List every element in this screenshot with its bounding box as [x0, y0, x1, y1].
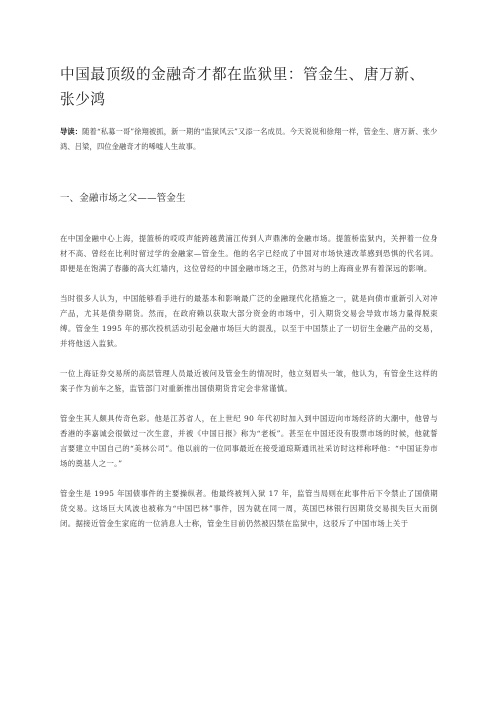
paragraph: 在中国金融中心上海，提篮桥的哎哎声能跨越黄浦江传到人声鼎沸的金融市场。提篮桥监狱内，关押着一位身材不高、曾经在比利时留过学的金融家—管金生。他的名字已经成了中国对市场快速改革感到恐惧的代名词。即便是在饱满了春藤的高大红墙内，这位曾经的中国金融市场之王，仍然对与的上海商业界有着深远的影响。 — [60, 234, 438, 273]
section-heading: 一、金融市场之父——管金生 — [60, 193, 186, 204]
article-title: 中国最顶级的金融奇才都在监狱里：管金生、唐万新、张少鸿 — [60, 66, 425, 108]
lead-text: 随着“私募一哥”徐翔被抓，新一期的“监狱风云”又添一名成员。今天说说和徐翔一样，管金生、唐万新、张少鸿、吕梁，四位金融奇才的唏嘘人生故事。 — [60, 127, 438, 151]
article — [60, 62, 438, 546]
paragraph: 一位上海证券交易所的高层管理人员最近被问及管金生的情况时，他立刻眉头一皱，他认为，有管金生这样的案子作为前车之鉴，监管部门对重新推出国债期货肯定会非常谨慎。 — [60, 369, 438, 393]
article-lead — [60, 125, 438, 154]
lead-label: 导读： — [60, 127, 83, 136]
paragraph: 管金生是 1995 年国债事件的主要操纵者。他最终被判入狱 17 年，监管当局则在此事件后下令禁止了国债期货交易。这场巨大风波也被称为“中国巴林”事件，因为就在同一周，英国巴林银行因期货交易损失巨大而倒闭。据接近管金生家庭的一位消息人士称，管金生目前仍然被囚禁在监狱中，这驳斥了中国市场上关于 — [60, 489, 438, 528]
paragraph: 管金生其人颇具传奇色彩。他是江苏省人，在上世纪 90 年代初时加入到中国迈向市场经济的大潮中，他曾与香港的李嘉诚会很做过一次生意，并被《中国日报》称为“老板”。甚至在中国还没有股票市场的时候，他就誓言要建立中国自己的“美林公司”。他以前的一位同事最近在接受道琼斯通讯社采访时这样称呼他：“中国证券市场的奠基人之一。” — [60, 414, 438, 468]
paragraph: 当时很多人认为，中国能够看手进行的最基本和影响最广泛的金融现代化措施之一，就是向债市重新引入对冲产品，尤其是债券期货。然而，在政府赖以获取大部分资金的市场中，引入期货交易会导致市场力量得脱束缚。管金生 1995 年的那次投机活动引起金融市场巨大的混乱，以至于中国禁止了一切衍生金融产品的交易，并将他送入监狱。 — [60, 294, 438, 348]
